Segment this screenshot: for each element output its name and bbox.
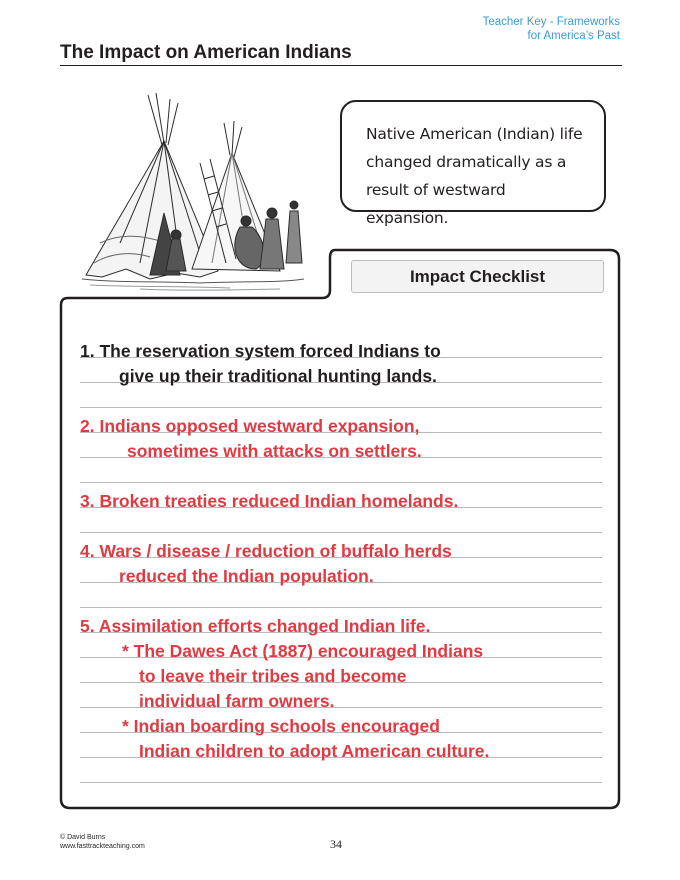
copyright-text: © David Burns bbox=[60, 834, 106, 841]
checklist-item-5-line-1: 5. Assimilation efforts changed Indian life. bbox=[80, 616, 431, 636]
website-text: www.fasttrackteaching.com bbox=[60, 843, 145, 850]
rule-line bbox=[80, 782, 602, 783]
teacher-key-line-2: for America’s Past bbox=[527, 30, 620, 42]
checklist-item-5-line-5: * Indian boarding schools encouraged bbox=[122, 716, 440, 736]
checklist-item-3-line-1: 3. Broken treaties reduced Indian homelands. bbox=[80, 491, 459, 511]
checklist-item-4-line-1: 4. Wars / disease / reduction of buffalo herds bbox=[80, 541, 452, 561]
rule-line bbox=[80, 532, 602, 533]
checklist-item-5-line-3: to leave their tribes and become bbox=[139, 666, 407, 686]
checklist-item-5-line-2: * The Dawes Act (1887) encouraged Indians bbox=[122, 641, 484, 661]
callout-line-2: changed dramatically as a bbox=[366, 153, 567, 171]
checklist-item-4-line-2: reduced the Indian population. bbox=[119, 566, 374, 586]
callout-line-3: result of westward expansion. bbox=[366, 181, 506, 227]
teacher-key-line-1: Teacher Key - Frameworks bbox=[482, 16, 620, 28]
checklist-item-5-line-4: individual farm owners. bbox=[139, 691, 335, 711]
checklist-item-5-line-6: Indian children to adopt American culture. bbox=[139, 741, 490, 761]
checklist-item-2-line-2: sometimes with attacks on settlers. bbox=[127, 441, 422, 461]
ruled-answer-area bbox=[80, 341, 602, 797]
rule-line bbox=[80, 607, 602, 608]
rule-line bbox=[80, 482, 602, 483]
page-title: The Impact on American Indians bbox=[60, 42, 352, 63]
page-number: 34 bbox=[330, 837, 342, 851]
rule-line bbox=[80, 407, 602, 408]
footer-copyright bbox=[60, 833, 145, 851]
checklist-item-2-line-1: 2. Indians opposed westward expansion, bbox=[80, 416, 420, 436]
checklist-item-1-line-2: give up their traditional hunting lands. bbox=[119, 366, 437, 386]
callout-line-1: Native American (Indian) life bbox=[366, 125, 583, 143]
checklist-item-1-line-1: 1. The reservation system forced Indians to bbox=[80, 341, 441, 361]
checklist-title: Impact Checklist bbox=[351, 260, 604, 293]
